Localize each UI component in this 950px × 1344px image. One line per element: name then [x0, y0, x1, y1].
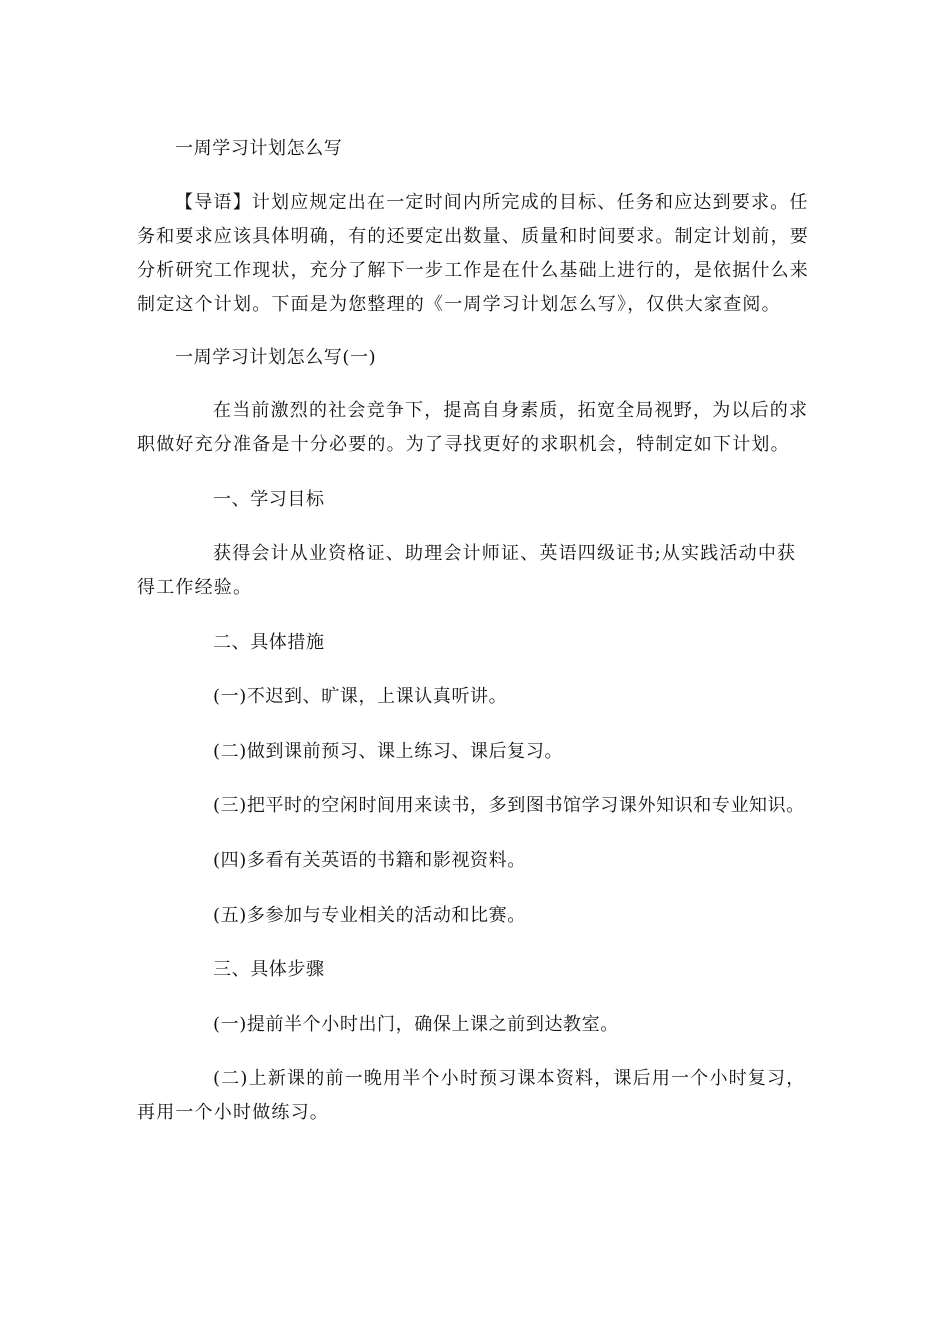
heading-goal: 一、学习目标 [213, 489, 325, 510]
measure-item-4: (四)多看有关英语的书籍和影视资料。 [213, 850, 526, 871]
heading-measures: 二、具体措施 [213, 632, 325, 653]
step-item-2-line-1: (二)上新课的前一晚用半个小时预习课本资料，课后用一个小时复习， [213, 1068, 806, 1089]
document-title: 一周学习计划怎么写 [175, 138, 343, 159]
measure-item-1: (一)不迟到、旷课，上课认真听讲。 [213, 686, 508, 707]
goal-line-2: 得工作经验。 [137, 577, 253, 598]
intro-line-3: 分析研究工作现状，充分了解下一步工作是在什么基础上进行的，是依据什么来 [137, 260, 809, 281]
measure-item-5: (五)多参加与专业相关的活动和比赛。 [213, 905, 526, 926]
measure-item-3: (三)把平时的空闲时间用来读书，多到图书馆学习课外知识和专业知识。 [213, 795, 805, 816]
intro-line-1: 【导语】计划应规定出在一定时间内所完成的目标、任务和应达到要求。任 [175, 192, 809, 213]
intro-line-2: 务和要求应该具体明确，有的还要定出数量、质量和时间要求。制定计划前，要 [137, 226, 809, 247]
heading-steps: 三、具体步骤 [213, 959, 325, 980]
paragraph-line-2: 职做好充分准备是十分必要的。为了寻找更好的求职机会，特制定如下计划。 [137, 434, 790, 455]
step-item-1: (一)提前半个小时出门，确保上课之前到达教室。 [213, 1014, 619, 1035]
section-title: 一周学习计划怎么写(一) [175, 347, 377, 368]
intro-line-4: 制定这个计划。下面是为您整理的《一周学习计划怎么写》，仅供大家查阅。 [137, 294, 781, 315]
measure-item-2: (二)做到课前预习、课上练习、课后复习。 [213, 741, 564, 762]
goal-line-1: 获得会计从业资格证、助理会计师证、英语四级证书;从实践活动中获 [213, 543, 797, 564]
paragraph-line-1: 在当前激烈的社会竞争下，提高自身素质，拓宽全局视野，为以后的求 [213, 400, 809, 421]
step-item-2-line-2: 再用一个小时做练习。 [137, 1102, 329, 1123]
